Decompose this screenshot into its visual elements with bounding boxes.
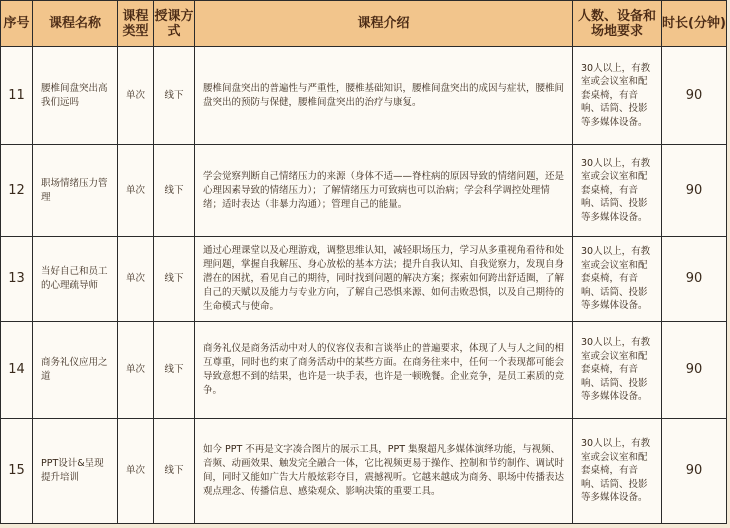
requirements: 30人以上，有教室或会议室和配套桌椅，有音响、话筒、投影等多媒体设备。: [573, 322, 662, 419]
header-course-intro: 课程介绍: [195, 1, 573, 47]
duration: 90: [662, 419, 727, 524]
teaching-mode: 线下: [154, 322, 195, 419]
header-row: [1, 1, 727, 47]
table-row: [1, 145, 727, 237]
table-body: [1, 47, 727, 524]
course-intro: 如今 PPT 不再是文字凑合图片的展示工具，PPT 集聚超凡多媒体演绎功能，与视频、音频、动画效果、触发完全融合一体，它比视频更易于操作、控制和节约制作、调试时间，同时又能如广告大片般炫彩夺目，震撼视听。它越来越成为商务、职场中传播表达观点理念、传播信息、感染观众、影响决策的重要工具。: [195, 419, 573, 524]
teaching-mode: 线下: [154, 237, 195, 322]
header-no: 序号: [1, 1, 33, 47]
course-intro: 腰椎间盘突出的普遍性与严重性，腰椎基础知识，腰椎间盘突出的成因与症状，腰椎间盘突出的预防与保健，腰椎间盘突出的治疗与康复。: [195, 47, 573, 145]
requirements: 30人以上，有教室或会议室和配套桌椅，有音响、话筒、投影等多媒体设备。: [573, 419, 662, 524]
requirements: 30人以上，有教室或会议室和配套桌椅，有音响、话筒、投影等多媒体设备。: [573, 145, 662, 237]
course-name: 商务礼仪应用之道: [33, 322, 118, 419]
course-intro: 商务礼仪是商务活动中对人的仪容仪表和言谈举止的普遍要求，体现了人与人之间的相互尊重，同时也约束了商务活动中的某些方面。在商务往来中，任何一个表现都可能会导致意想不到的结果，也许是一块手表，也许是一顿晚餐。企业竞争，是员工素质的竞争。: [195, 322, 573, 419]
course-type: 单次: [118, 237, 154, 322]
row-number: 11: [1, 47, 33, 145]
course-intro: 通过心理课堂以及心理游戏，调整思维认知，减轻职场压力，学习从多重视角看待和处理问题，掌握自我解压、身心放松的基本方法；提升自我认知、自我觉察力，发现自身潜在的困扰，看见自己的期待，同时找到问题的解决方案；探索如何跨出舒适圈，了解自己的天赋以及能力与专业方向，了解自己恐惧来源、如何击败恐惧，以及自己期待的生命模式与使命。: [195, 237, 573, 322]
row-number: 15: [1, 419, 33, 524]
table-header: [1, 1, 727, 47]
header-duration: 时长(分钟): [662, 1, 727, 47]
teaching-mode: 线下: [154, 419, 195, 524]
requirements: 30人以上，有教室或会议室和配套桌椅，有音响、话筒、投影等多媒体设备。: [573, 47, 662, 145]
course-type: 单次: [118, 145, 154, 237]
course-intro: 学会觉察判断自己情绪压力的来源（身体不适——脊柱病的原因导致的情绪问题，还是心理因素导致的情绪压力）；了解情绪压力可致病也可以治病；学会科学调控处理情绪；适时表达（非暴力沟通）；管理自己的能量。: [195, 145, 573, 237]
course-name: 职场情绪压力管理: [33, 145, 118, 237]
duration: 90: [662, 237, 727, 322]
header-teaching-mode: 授课方式: [154, 1, 195, 47]
table-row: [1, 237, 727, 322]
table-row: [1, 47, 727, 145]
table-row: [1, 419, 727, 524]
teaching-mode: 线下: [154, 47, 195, 145]
duration: 90: [662, 322, 727, 419]
teaching-mode: 线下: [154, 145, 195, 237]
course-type: 单次: [118, 419, 154, 524]
course-name: 腰椎间盘突出高我们远吗: [33, 47, 118, 145]
table-row: [1, 322, 727, 419]
course-type: 单次: [118, 47, 154, 145]
duration: 90: [662, 47, 727, 145]
header-requirements: 人数、设备和场地要求: [573, 1, 662, 47]
header-course-type: 课程类型: [118, 1, 154, 47]
row-number: 14: [1, 322, 33, 419]
header-course-name: 课程名称: [33, 1, 118, 47]
course-name: 当好自己和员工的心理疏导师: [33, 237, 118, 322]
row-number: 12: [1, 145, 33, 237]
course-name: PPT设计&呈现提升培训: [33, 419, 118, 524]
requirements: 30人以上，有教室或会议室和配套桌椅，有音响、话筒、投影等多媒体设备。: [573, 237, 662, 322]
course-type: 单次: [118, 322, 154, 419]
duration: 90: [662, 145, 727, 237]
row-number: 13: [1, 237, 33, 322]
